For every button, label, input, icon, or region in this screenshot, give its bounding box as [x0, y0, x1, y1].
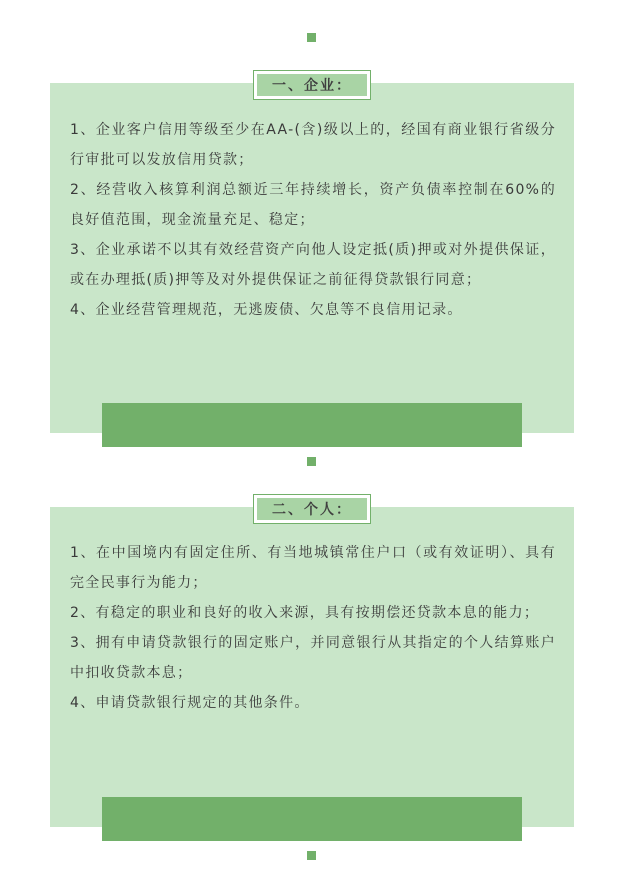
section-title-enterprise: 一、企业：	[257, 74, 367, 96]
enterprise-requirements-list	[70, 115, 556, 325]
list-item: 1、在中国境内有固定住所、有当地城镇常住户口（或有效证明）、具有完全民事行为能力；	[70, 545, 556, 591]
section-footer-bar-enterprise	[102, 403, 522, 447]
section-title-box-individual	[253, 494, 371, 524]
top-dot-decoration	[307, 33, 316, 42]
list-item: 2、有稳定的职业和良好的收入来源，具有按期偿还贷款本息的能力；	[70, 605, 540, 621]
middle-dot-decoration	[307, 457, 316, 466]
list-item: 3、企业承诺不以其有效经营资产向他人设定抵(质)押或对外提供保证，或在办理抵(质)押等及对外提供保证之前征得贷款银行同意；	[70, 242, 556, 288]
section-title-box-enterprise	[253, 70, 371, 100]
list-item: 4、企业经营管理规范，无逃废债、欠息等不良信用记录。	[70, 302, 463, 318]
list-item: 4、申请贷款银行规定的其他条件。	[70, 695, 310, 711]
bottom-dot-decoration	[307, 851, 316, 860]
list-item: 1、企业客户信用等级至少在AA-(含)级以上的，经国有商业银行省级分行审批可以发放信用贷款；	[70, 122, 556, 168]
list-item: 3、拥有申请贷款银行的固定账户，并同意银行从其指定的个人结算账户中扣收贷款本息；	[70, 635, 556, 681]
individual-requirements-list	[70, 538, 556, 718]
list-item: 2、经营收入核算利润总额近三年持续增长，资产负债率控制在60%的良好值范围，现金流量充足、稳定；	[70, 182, 556, 228]
section-title-individual: 二、个人：	[257, 498, 367, 520]
section-footer-bar-individual	[102, 797, 522, 841]
